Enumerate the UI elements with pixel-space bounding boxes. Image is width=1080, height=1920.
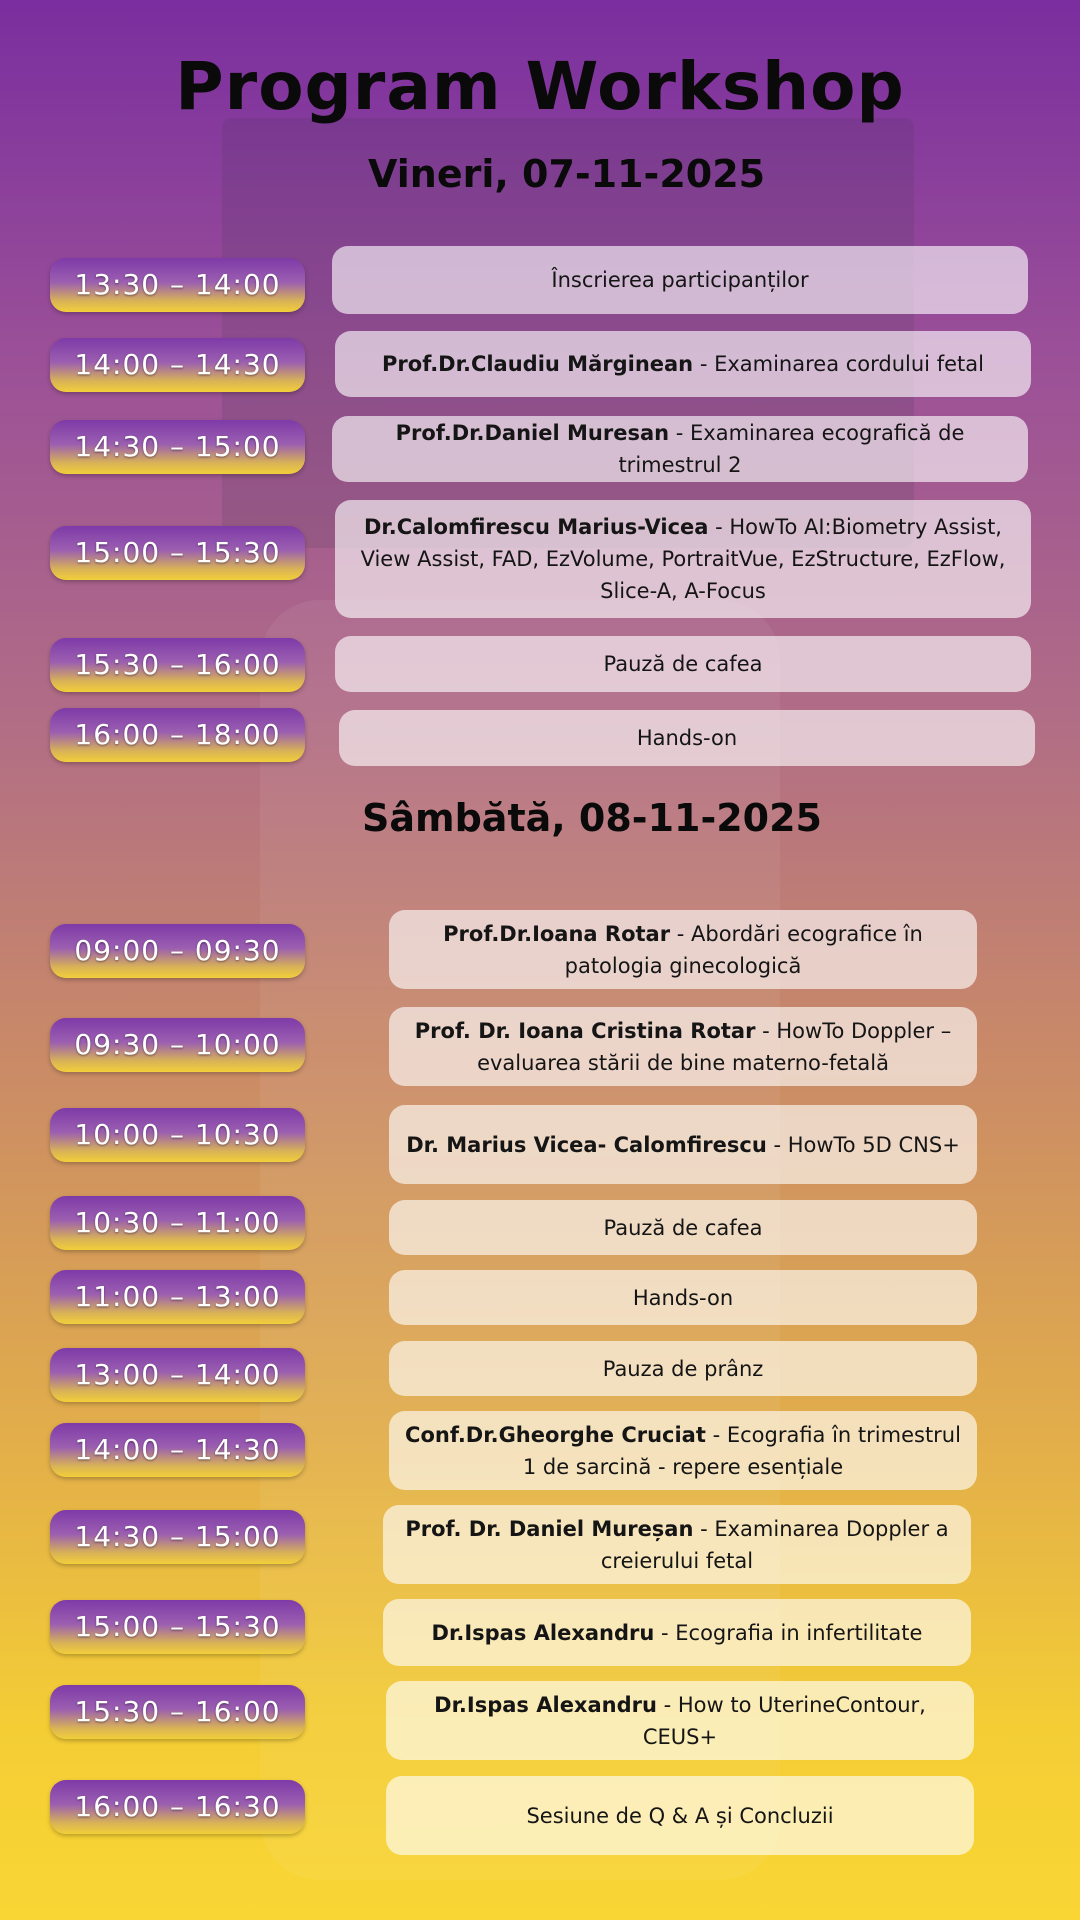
session-card	[389, 910, 977, 989]
session-card	[386, 1776, 974, 1855]
session-topic: - Ecografia in infertilitate	[654, 1620, 923, 1645]
session-topic: - Ecografia în trimestrul 1 de sarcină - repere esențiale	[522, 1422, 961, 1479]
session-card	[389, 1105, 977, 1184]
session-topic: Pauză de cafea	[603, 1215, 763, 1240]
time-pill: 15:00 – 15:30	[50, 1600, 305, 1654]
session-topic: Hands-on	[632, 1285, 734, 1310]
time-pill: 10:30 – 11:00	[50, 1196, 305, 1250]
session-topic: - Examinarea Doppler a creierului fetal	[600, 1516, 949, 1573]
session-card	[389, 1270, 977, 1325]
time-pill: 14:00 – 14:30	[50, 1423, 305, 1477]
time-pill: 10:00 – 10:30	[50, 1108, 305, 1162]
time-pill: 14:00 – 14:30	[50, 338, 305, 392]
session-speaker: Prof. Dr. Ioana Cristina Rotar	[414, 1018, 756, 1043]
session-card	[386, 1681, 974, 1760]
session-topic: Pauza de prânz	[602, 1356, 764, 1381]
session-speaker: Prof.Dr.Claudiu Mărginean	[382, 352, 694, 376]
time-pill: 15:30 – 16:00	[50, 1685, 305, 1739]
time-pill: 16:00 – 18:00	[50, 708, 305, 762]
session-card	[389, 1007, 977, 1086]
session-speaker: Dr.Ispas Alexandru	[434, 1692, 657, 1717]
session-topic: Hands-on	[636, 726, 738, 750]
session-card	[389, 1341, 977, 1396]
session-topic: - Examinarea ecografică de trimestrul 2	[618, 421, 965, 477]
session-card	[332, 416, 1028, 482]
day-heading-saturday: Sâmbătă, 08-11-2025	[362, 796, 822, 840]
time-pill: 14:30 – 15:00	[50, 420, 305, 474]
session-topic: - Abordări ecografice în patologia ginecologică	[564, 921, 923, 978]
time-pill: 13:00 – 14:00	[50, 1348, 305, 1402]
session-speaker: Dr.Ispas Alexandru	[431, 1620, 655, 1645]
session-speaker: Dr. Marius Vicea- Calomfirescu	[406, 1132, 767, 1157]
session-topic: - HowTo 5D CNS+	[766, 1132, 960, 1157]
session-topic: - Examinarea cordului fetal	[693, 352, 984, 376]
time-pill: 13:30 – 14:00	[50, 258, 305, 312]
session-topic: Înscrierea participanților	[551, 268, 809, 292]
session-card	[339, 710, 1035, 766]
session-speaker: Prof. Dr. Daniel Mureșan	[405, 1516, 694, 1541]
session-card	[335, 331, 1031, 397]
session-card	[335, 636, 1031, 692]
day-heading-friday: Vineri, 07-11-2025	[368, 152, 766, 196]
session-card	[383, 1599, 971, 1666]
session-card	[389, 1200, 977, 1255]
session-speaker: Conf.Dr.Gheorghe Cruciat	[405, 1422, 706, 1447]
session-card	[332, 246, 1028, 314]
time-pill: 14:30 – 15:00	[50, 1510, 305, 1564]
session-speaker: Prof.Dr.Daniel Muresan	[395, 421, 670, 445]
time-pill: 16:00 – 16:30	[50, 1780, 305, 1834]
time-pill: 15:00 – 15:30	[50, 526, 305, 580]
session-topic: Sesiune de Q & A și Concluzii	[526, 1803, 834, 1828]
session-card	[383, 1505, 971, 1584]
session-topic: Pauză de cafea	[603, 652, 763, 676]
page-title: Program Workshop	[175, 48, 905, 125]
session-topic: - HowTo AI:Biometry Assist, View Assist, FAD, EzVolume, PortraitVue, EzStructure, EzFlow, Slice-A, A-Focus	[360, 515, 1006, 603]
session-speaker: Prof.Dr.Ioana Rotar	[443, 921, 671, 946]
time-pill: 11:00 – 13:00	[50, 1270, 305, 1324]
session-card	[335, 500, 1031, 618]
time-pill: 09:00 – 09:30	[50, 924, 305, 978]
session-speaker: Dr.Calomfirescu Marius-Vicea	[364, 515, 709, 539]
time-pill: 15:30 – 16:00	[50, 638, 305, 692]
session-topic: - How to UterineContour, CEUS+	[642, 1692, 926, 1749]
session-card	[389, 1411, 977, 1490]
time-pill: 09:30 – 10:00	[50, 1018, 305, 1072]
session-topic: - HowTo Doppler – evaluarea stării de bine materno-fetală	[477, 1018, 952, 1075]
